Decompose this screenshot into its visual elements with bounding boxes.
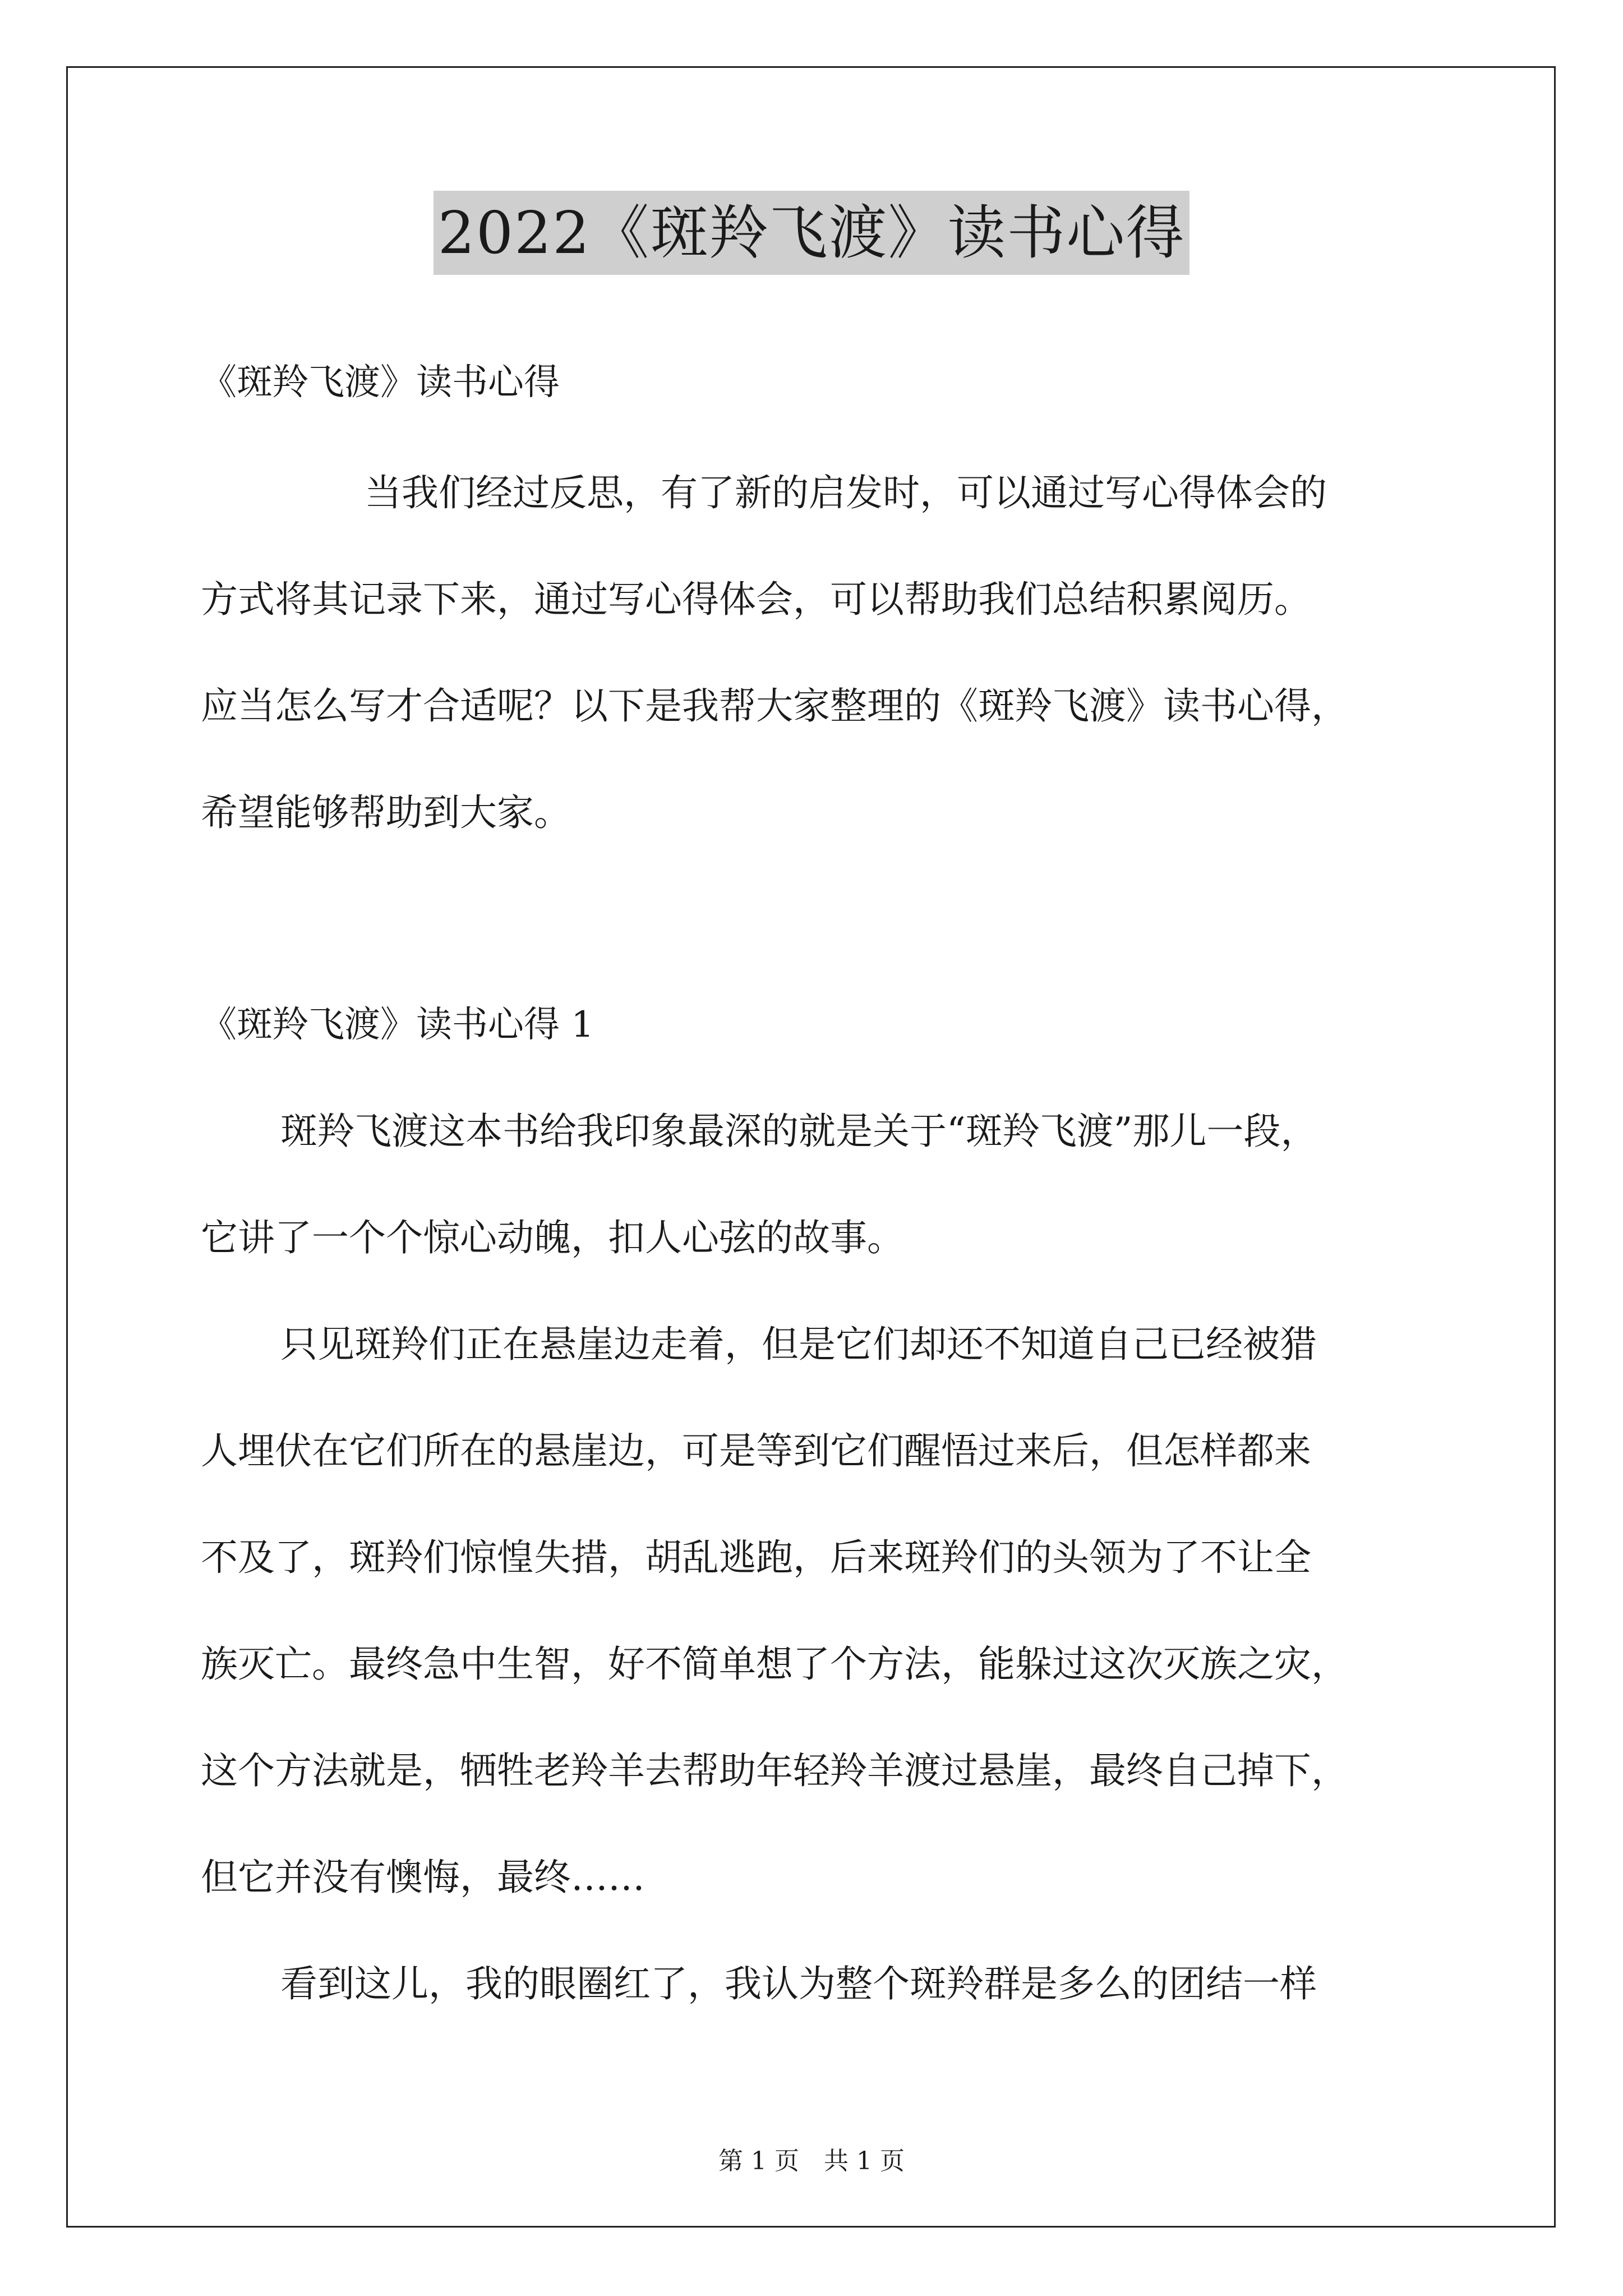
para2-line-4: 族灭亡。最终急中生智，好不简单想了个方法，能躲过这次灭族之灾， [201,1642,1348,1686]
intro-line-4: 希望能够帮助到大家。 [201,791,571,834]
page-footer: 第 1 页 共 1 页 [718,2147,905,2175]
intro-line-2: 方式将其记录下来，通过写心得体会，可以帮助我们总结积累阅历。 [201,578,1311,621]
document-title: 2022《斑羚飞渡》读书心得 [434,191,1190,275]
document-subtitle: 《斑羚飞渡》读书心得 [201,362,560,403]
para3-line-1: 看到这儿，我的眼圈红了，我认为整个斑羚群是多么的团结一样 [280,1962,1317,2005]
para2-line-1: 只见斑羚们正在悬崖边走着，但是它们却还不知道自己已经被猎 [280,1323,1317,1366]
para2-line-5: 这个方法就是，牺牲老羚羊去帮助年轻羚羊渡过悬崖，最终自己掉下， [201,1749,1348,1792]
para1-line-2: 它讲了一个个惊心动魄，扣人心弦的故事。 [201,1216,904,1259]
para2-line-2: 人埋伏在它们所在的悬崖边，可是等到它们醒悟过来后，但怎样都来 [201,1429,1311,1473]
intro-line-3: 应当怎么写才合适呢？以下是我帮大家整理的《斑羚飞渡》读书心得， [201,684,1348,728]
para2-line-3: 不及了，斑羚们惊惶失措，胡乱逃跑，后来斑羚们的头领为了不让全 [201,1536,1311,1579]
para1-line-1: 斑羚飞渡这本书给我印象最深的就是关于“斑羚飞渡”那儿一段， [280,1110,1318,1153]
para2-line-6: 但它并没有懊悔，最终…… [201,1856,645,1899]
intro-line-1: 当我们经过反思，有了新的启发时，可以通过写心得体会的 [365,471,1327,514]
section-heading: 《斑羚飞渡》读书心得 1 [201,1004,594,1046]
